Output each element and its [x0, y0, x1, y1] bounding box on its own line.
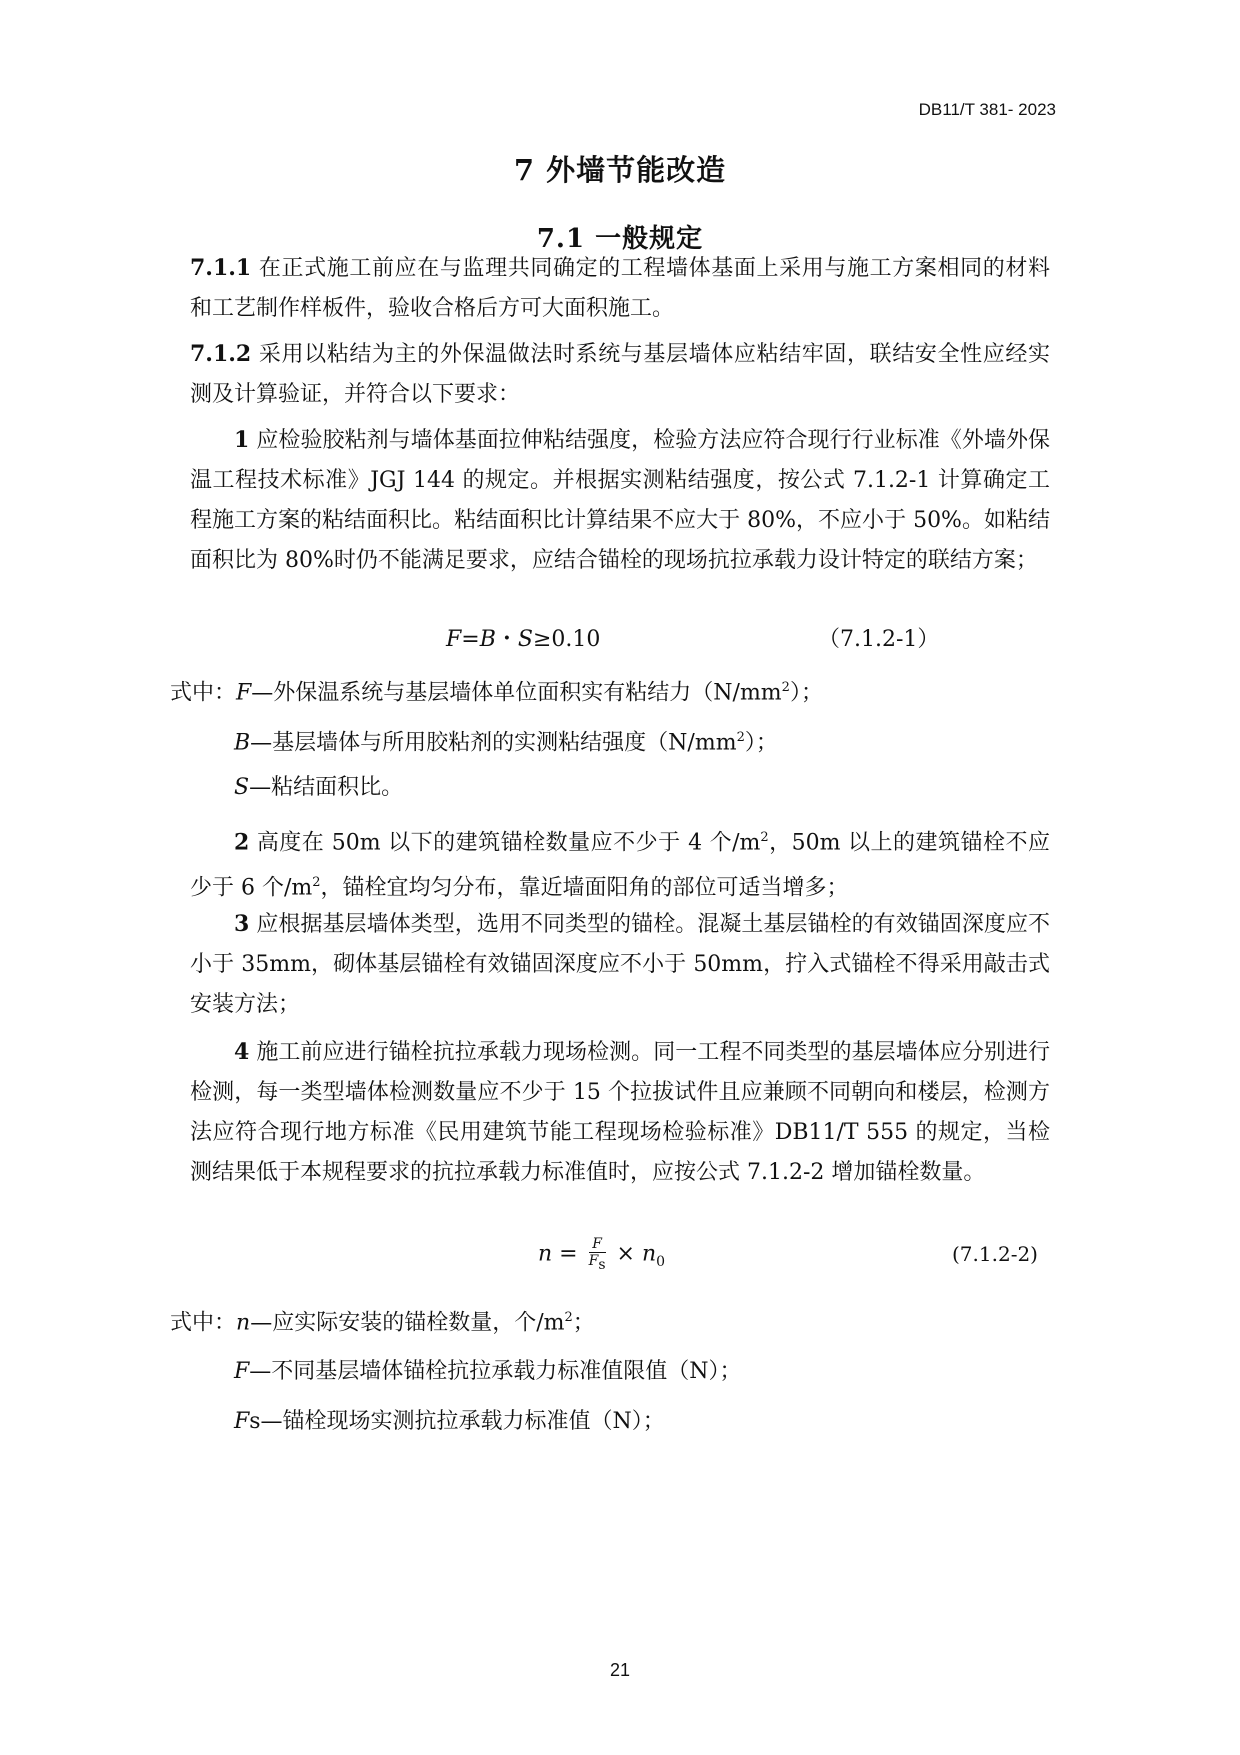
definition-end: ）； — [744, 730, 778, 756]
where-fs — [234, 1402, 665, 1442]
symbol-fs: F — [234, 1409, 250, 1434]
section-title: 7.1 一般规定 — [536, 224, 704, 254]
equals-sign: = — [559, 1241, 578, 1267]
definition-f: —外保温系统与基层墙体单位面积实有粘结力（N/mm — [251, 680, 782, 706]
page-number: 21 — [609, 1660, 631, 1680]
chapter-title: 7 外墙节能改造 — [513, 153, 727, 187]
equation-number-2: (7.1.2-2) — [952, 1242, 1038, 1266]
symbol-f: F — [446, 627, 462, 652]
definition-fs: s—锚栓现场实测抗拉承载力标准值（N）； — [249, 1409, 665, 1434]
dot-operator: ・ — [495, 627, 518, 652]
symbol-s: S — [234, 775, 250, 800]
definition-n: —应实际安装的锚栓数量，个/m — [250, 1310, 565, 1336]
definition-end: ； — [572, 1310, 595, 1336]
clause-7-1-1 — [190, 248, 1050, 329]
symbol-b: B — [234, 730, 251, 756]
symbol-b: B — [479, 627, 496, 652]
clause-text: 在正式施工前应在与监理共同确定的工程墙体基面上采用与施工方案相同的材料和工艺制作样板件，验收合格后方可大面积施工。 — [190, 256, 1050, 321]
clause-number: 7.1.2 — [190, 341, 252, 367]
fraction-numerator: F — [592, 1236, 602, 1252]
definition-f: —不同基层墙体锚栓抗拉承载力标准值限值（N）； — [249, 1359, 742, 1384]
item-number: 1 — [234, 427, 250, 453]
symbol-s: S — [517, 627, 533, 652]
superscript: 2 — [760, 830, 769, 845]
item-text: 施工前应进行锚栓抗拉承载力现场检测。同一工程不同类型的基层墙体应分别进行检测，每一类型墙体检测数量应不少于 15 个拉拔试件且应兼顾不同朝向和楼层，检测方法应符合现行地方标准《民用建筑节能工程现场检验标准》DB11/T 555 的规定，当检测结果低于本规程要求的抗拉承载力标准值时，应按公式 7.1.2-2 增加锚栓数量。 — [190, 1040, 1050, 1185]
item-1 — [190, 420, 1050, 581]
where-f — [170, 668, 823, 713]
clause-text: 采用以粘结为主的外保温做法时系统与基层墙体应粘结牢固，联结安全性应经实测及计算验证，并符合以下要求： — [190, 342, 1050, 407]
symbol-n: n — [538, 1241, 553, 1267]
equation-number-1: （7.1.2-1） — [818, 627, 940, 652]
superscript: 2 — [312, 875, 321, 891]
definition-end: ）； — [789, 680, 823, 706]
item-3 — [190, 904, 1050, 1025]
where-b — [234, 718, 778, 763]
item-number: 2 — [234, 829, 250, 856]
clause-7-1-2 — [190, 334, 1050, 415]
item-number: 4 — [234, 1039, 250, 1065]
document-code: DB11/T 381- 2023 — [918, 100, 1056, 119]
item-4 — [190, 1032, 1050, 1193]
inequality: ≥0.10 — [532, 627, 601, 652]
where-n — [170, 1298, 595, 1343]
item-2 — [190, 818, 1050, 909]
item-text-a: 高度在 50m 以下的建筑锚栓数量应不少于 4 个/m — [256, 830, 761, 856]
where-prefix: 式中： — [170, 680, 237, 706]
subscript: 0 — [656, 1253, 666, 1270]
equals-sign: = — [461, 627, 480, 652]
superscript: 2 — [564, 1310, 573, 1325]
symbol-f: F — [234, 1359, 250, 1384]
symbol-f: F — [236, 680, 252, 706]
item-text-b: ，50m 以上的建筑锚栓不应少于 6 个/m — [190, 830, 1050, 901]
item-text-c: ，锚栓宜均匀分布，靠近墙面阳角的部位可适当增多； — [320, 875, 849, 901]
fraction-denominator: $F_s$ — [588, 1253, 606, 1273]
formula-7-1-2-2 — [538, 1236, 665, 1273]
superscript: 2 — [781, 680, 790, 695]
symbol-n: n — [236, 1310, 251, 1336]
item-text: 应检验胶粘剂与墙体基面拉伸粘结强度，检验方法应符合现行行业标准《外墙外保温工程技术标准》JGJ 144 的规定。并根据实测粘结强度，按公式 7.1.2-1 计算确定工程施工方案的粘结面积比。粘结面积比计算结果不应大于 80%，不应小于 50%。如粘结面积比为 80%时仍不能满足要求，应结合锚栓的现场抗拉承载力设计特定的联结方案； — [190, 428, 1050, 573]
where-f2 — [234, 1352, 742, 1392]
clause-number: 7.1.1 — [190, 255, 252, 281]
definition-b: —基层墙体与所用胶粘剂的实测粘结强度（N/mm — [250, 730, 737, 756]
formula-7-1-2-1 — [446, 622, 600, 653]
definition-s: —粘结面积比。 — [249, 775, 404, 800]
fraction — [589, 1236, 606, 1273]
times-sign: × — [616, 1241, 635, 1267]
item-text: 应根据基层墙体类型，选用不同类型的锚栓。混凝土基层锚栓的有效锚固深度应不小于 35mm，砌体基层锚栓有效锚固深度应不小于 50mm，拧入式锚栓不得采用敲击式安装方法； — [190, 912, 1050, 1017]
item-number: 3 — [234, 911, 250, 937]
symbol-n0: n — [641, 1241, 657, 1267]
where-prefix: 式中： — [170, 1310, 237, 1336]
where-s — [234, 768, 403, 808]
superscript: 2 — [736, 730, 745, 745]
